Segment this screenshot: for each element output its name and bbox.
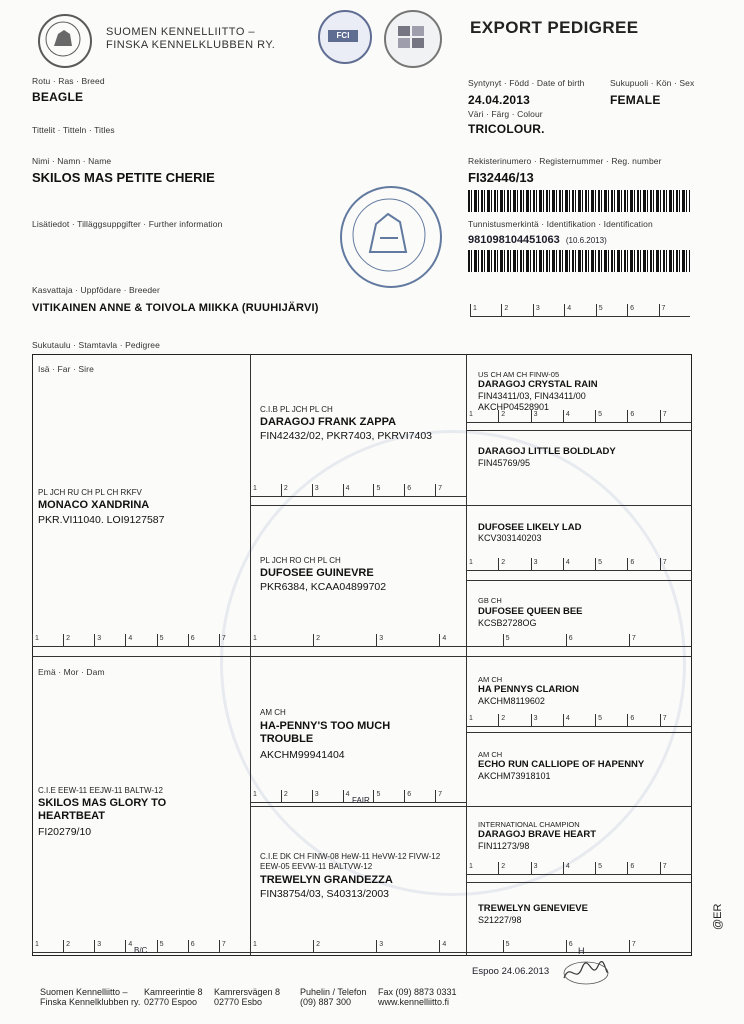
smf-ticks [466, 558, 692, 571]
sex-value: FEMALE [610, 93, 661, 107]
tick-cell: 7 [629, 940, 692, 952]
tick-cell: 6 [627, 410, 659, 422]
footer-col4b: (09) 887 300 [300, 997, 352, 1007]
id-label: Tunnistusmerkintä · Identifikation · Identification [468, 219, 653, 229]
df-title: AM CH [260, 708, 286, 717]
tick-cell: 1 [250, 634, 313, 646]
breeder-value: VITIKAINEN ANNE & TOIVOLA MIIKKA (RUUHIJÄRVI) [32, 302, 319, 314]
breeder-ticks [470, 304, 690, 317]
dmf-title: INTERNATIONAL CHAMPION [478, 820, 580, 829]
dob-label: Syntynyt · Född · Date of birth [468, 78, 585, 88]
tick-cell: 3 [531, 410, 563, 422]
smf-name: DUFOSEE LIKELY LAD [478, 522, 582, 533]
sire-reg: PKR.VI11040. LOI9127587 [38, 514, 165, 526]
tick-cell: 2 [498, 558, 530, 570]
sire-name: MONACO XANDRINA [38, 499, 150, 511]
dog-name: SKILOS MAS PETITE CHERIE [32, 170, 215, 185]
footer-col1a: Suomen Kennelliitto – [40, 987, 128, 997]
dm-ticks [250, 940, 692, 953]
club-name-fi: SUOMEN KENNELLIITTO – [106, 26, 256, 38]
regno-barcode [468, 190, 690, 212]
tick-cell: 5 [157, 634, 188, 646]
tick-cell: 5 [595, 714, 627, 726]
tick-cell: 4 [439, 940, 502, 952]
tick-cell: 6 [188, 634, 219, 646]
name-label: Nimi · Namn · Name [32, 156, 112, 166]
sff-title: US CH AM CH FINW-05 [478, 370, 560, 379]
df-name: HA-PENNY'S TOO MUCH TROUBLE [260, 720, 391, 745]
tick-cell: 2 [63, 634, 94, 646]
dfm-name: ECHO RUN CALLIOPE OF HAPENNY [478, 759, 645, 770]
tick-cell: 3 [94, 634, 125, 646]
sex-label: Sukupuoli · Kön · Sex [610, 78, 695, 88]
tick-cell: 1 [32, 940, 63, 952]
tick-cell: 5 [596, 304, 627, 316]
sm-ticks [250, 634, 692, 647]
dam-title: C.I.E EEW-11 EEJW-11 BALTW-12 [38, 786, 163, 795]
tick-cell: 2 [313, 940, 376, 952]
sf-name: DARAGOJ FRANK ZAPPA [260, 416, 397, 428]
official-seal [340, 186, 442, 288]
tick-cell: 2 [313, 634, 376, 646]
tick-cell: 4 [563, 558, 595, 570]
tick-cell: 4 [125, 940, 156, 952]
sfm-reg: FIN45769/95 [478, 458, 531, 468]
tick-cell: 4 [564, 304, 595, 316]
tick-cell: 1 [250, 940, 313, 952]
tick-cell: 1 [466, 558, 498, 570]
dam-label: Emä · Mor · Dam [38, 667, 105, 677]
regno-label: Rekisterinumero · Registernummer · Reg. number [468, 156, 662, 166]
id-number: 981098104451063 [468, 234, 560, 246]
tick-cell: 1 [250, 484, 281, 496]
tick-cell: 4 [563, 862, 595, 874]
tick-cell: 4 [125, 634, 156, 646]
tick-cell: 3 [376, 634, 439, 646]
sff-reg2: AKCHP04528901 [478, 402, 550, 412]
tick-cell: 3 [376, 940, 439, 952]
dm-reg: FIN38754/03, S40313/2003 [260, 888, 390, 900]
tick-cell: 4 [343, 790, 374, 802]
tick-cell: 7 [660, 714, 692, 726]
tick-cell: 4 [563, 410, 595, 422]
tick-cell: 7 [219, 634, 250, 646]
sff-name: DARAGOJ CRYSTAL RAIN [478, 379, 598, 390]
tick-cell: 6 [627, 714, 659, 726]
dam-name: SKILOS MAS GLORY TO HEARTBEAT [38, 797, 167, 822]
tick-cell: 4 [439, 634, 502, 646]
sire-label: Isä · Far · Sire [38, 364, 94, 374]
fci-logo [318, 10, 372, 64]
breed-value: BEAGLE [32, 90, 84, 104]
tick-cell: 5 [503, 940, 566, 952]
tick-cell: 6 [566, 940, 629, 952]
tick-cell: 6 [627, 862, 659, 874]
sfm-name: DARAGOJ LITTLE BOLDLADY [478, 446, 616, 457]
footer-col1b: Finska Kennelklubben ry. [40, 997, 141, 1007]
df-reg: AKCHM99941404 [260, 749, 345, 761]
tick-cell: 6 [404, 484, 435, 496]
fci-text: FCI [328, 30, 358, 42]
footer-col5b: www.kennelliitto.fi [378, 997, 450, 1007]
smf-reg: KCV303140203 [478, 533, 542, 543]
tick-cell: 6 [627, 304, 658, 316]
dff-name: HA PENNYS CLARION [478, 684, 579, 695]
tick-cell: 2 [281, 484, 312, 496]
fair-mark: FAIR [352, 796, 370, 805]
sire-ticks [32, 634, 250, 647]
er-mark: @ER [712, 903, 724, 930]
bc-mark: B/C [134, 946, 148, 955]
document-title: EXPORT PEDIGREE [470, 18, 639, 37]
tick-cell: 4 [343, 484, 374, 496]
tick-cell: 2 [498, 714, 530, 726]
h-mark: H [578, 946, 585, 956]
tick-cell: 6 [188, 940, 219, 952]
tick-cell: 7 [435, 790, 466, 802]
tick-cell: 3 [531, 862, 563, 874]
breeder-label: Kasvattaja · Uppfödare · Breeder [32, 285, 160, 295]
tick-cell: 6 [404, 790, 435, 802]
tick-cell: 1 [466, 714, 498, 726]
tick-cell: 7 [219, 940, 250, 952]
footer-col3b: 02770 Esbo [214, 997, 263, 1007]
tick-cell: 7 [629, 634, 692, 646]
tick-cell: 6 [627, 558, 659, 570]
dff-ticks [466, 714, 692, 727]
footer-col5a: Fax (09) 8873 0331 [378, 987, 457, 997]
tick-cell: 3 [531, 714, 563, 726]
further-info-label: Lisätiedot · Tilläggsuppgifter · Further information [32, 219, 223, 229]
tick-cell: 5 [157, 940, 188, 952]
dob-value: 24.04.2013 [468, 93, 531, 107]
id-value [468, 234, 607, 246]
tick-cell: 2 [501, 304, 532, 316]
smm-title: GB CH [478, 596, 502, 605]
tick-cell: 2 [63, 940, 94, 952]
smm-name: DUFOSEE QUEEN BEE [478, 606, 583, 617]
sm-reg: PKR6384, KCAA04899702 [260, 581, 387, 593]
footer-col3a: Kamrersvägen 8 [214, 987, 281, 997]
footer-col2b: 02770 Espoo [144, 997, 198, 1007]
sff-ticks [466, 410, 692, 423]
titles-label: Tittelit · Titteln · Titles [32, 125, 115, 135]
kennel-club-logo [38, 14, 92, 68]
tick-cell: 2 [498, 410, 530, 422]
tick-cell: 1 [250, 790, 281, 802]
footer-col4a: Puhelin / Telefon [300, 987, 367, 997]
dff-title: AM CH [478, 675, 503, 684]
dfm-reg: AKCHM73918101 [478, 771, 551, 781]
dam-reg: FI20279/10 [38, 826, 92, 838]
tick-cell: 3 [533, 304, 564, 316]
tick-cell: 7 [435, 484, 466, 496]
tick-cell: 3 [312, 790, 343, 802]
dmf-name: DARAGOJ BRAVE HEART [478, 829, 597, 840]
tick-cell: 3 [531, 558, 563, 570]
tick-cell: 1 [470, 304, 501, 316]
tick-cell: 5 [373, 790, 404, 802]
tick-cell: 7 [660, 410, 692, 422]
tick-cell: 7 [660, 558, 692, 570]
tick-cell: 5 [373, 484, 404, 496]
tick-cell: 2 [498, 862, 530, 874]
tick-cell: 2 [281, 790, 312, 802]
sff-reg: FIN43411/03, FIN43411/00 [478, 391, 586, 401]
sf-reg: FIN42432/02, PKR7403, PKRVI7403 [260, 430, 433, 442]
tick-cell: 5 [595, 410, 627, 422]
sm-title: PL JCH RO CH PL CH [260, 556, 341, 565]
tick-cell: 4 [563, 714, 595, 726]
tick-cell: 3 [94, 940, 125, 952]
signature [560, 958, 610, 986]
dmm-name: TREWELYN GENEVIEVE [478, 903, 588, 914]
tick-cell: 7 [660, 862, 692, 874]
tick-cell: 1 [466, 410, 498, 422]
colour-value: TRICOLOUR. [468, 122, 545, 136]
sm-name: DUFOSEE GUINEVRE [260, 567, 374, 579]
tick-cell: 1 [32, 634, 63, 646]
breed-label: Rotu · Ras · Breed [32, 76, 105, 86]
footer-col2a: Kamreerintie 8 [144, 987, 203, 997]
pedigree-label: Sukutaulu · Stamtavla · Pedigree [32, 340, 160, 350]
dm-title: C.I.E DK CH FINW-08 HeW-11 HeVW-12 FIVW-12 EEW-05 EEVW-11 BALTVW-12 [260, 852, 441, 871]
tick-cell: 3 [312, 484, 343, 496]
tick-cell: 6 [566, 634, 629, 646]
sf-title: C.I.B PL JCH PL CH [260, 405, 333, 414]
dff-reg: AKCHM8119602 [478, 696, 545, 706]
id-date: (10.6.2013) [565, 236, 607, 245]
tick-cell: 7 [659, 304, 690, 316]
dmm-reg: S21227/98 [478, 915, 522, 925]
dmf-ticks [466, 862, 692, 875]
tick-cell: 5 [595, 558, 627, 570]
id-barcode [468, 250, 690, 272]
smm-reg: KCSB2728OG [478, 618, 537, 628]
tick-cell: 5 [503, 634, 566, 646]
colour-label: Väri · Färg · Colour [468, 109, 543, 119]
nordic-union-logo [384, 10, 442, 68]
dm-name: TREWELYN GRANDEZZA [260, 874, 393, 886]
dmf-reg: FIN11273/98 [478, 841, 530, 851]
place-date: Espoo 24.06.2013 [472, 966, 550, 977]
regno-value: FI32446/13 [468, 170, 534, 185]
dfm-title: AM CH [478, 750, 503, 759]
sf-ticks [250, 484, 466, 497]
tick-cell: 1 [466, 862, 498, 874]
sire-title: PL JCH RU CH PL CH RKFV [38, 488, 142, 497]
tick-cell: 5 [595, 862, 627, 874]
club-name-sv: FINSKA KENNELKLUBBEN RY. [106, 39, 276, 51]
